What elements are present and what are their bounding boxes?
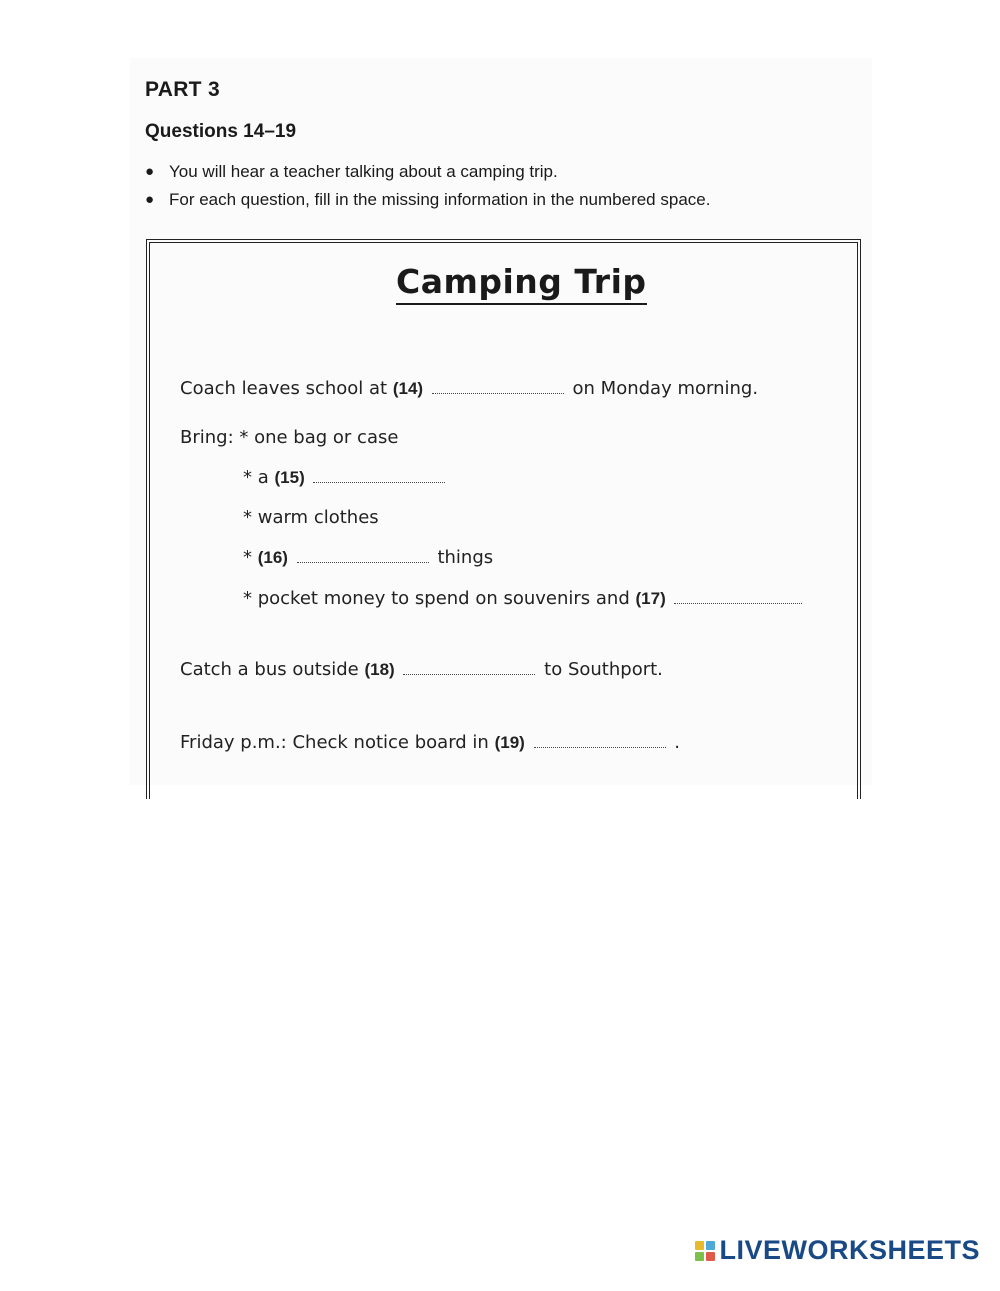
answer-blank-14[interactable]: [432, 392, 564, 394]
instructions-list: [145, 161, 710, 217]
bus-text: Catch a bus outside: [180, 659, 359, 680]
instruction-text: For each question, fill in the missing information in the numbered space.: [169, 190, 711, 209]
bullet-icon: ●: [145, 163, 155, 180]
logo-block: [695, 1241, 704, 1250]
form-line-friday: [180, 732, 680, 753]
logo-block: [695, 1252, 704, 1261]
question-number-19: (19): [494, 733, 525, 752]
bring-text: Bring: * one bag or case: [180, 427, 399, 448]
form-line-warm-clothes: [243, 507, 379, 528]
item-text-after: things: [437, 547, 494, 568]
answer-blank-18[interactable]: [403, 673, 535, 675]
form-line-item-16: [243, 547, 493, 568]
question-number-15: (15): [274, 468, 305, 487]
form-title: Camping Trip: [396, 262, 647, 305]
answer-blank-16[interactable]: [297, 561, 429, 563]
instruction-item: [145, 161, 710, 189]
friday-text: Friday p.m.: Check notice board in: [180, 732, 489, 753]
logo-text: LIVEWORKSHEETS: [719, 1235, 980, 1265]
instruction-item: [145, 189, 710, 217]
form-line-coach: [180, 378, 758, 399]
form-line-item-17: [243, 588, 805, 609]
question-number-14: (14): [392, 379, 424, 398]
item-text: * pocket money to spend on souvenirs and: [243, 588, 630, 609]
item-text: * warm clothes: [243, 507, 379, 528]
instruction-text: You will hear a teacher talking about a camping trip.: [169, 162, 558, 181]
item-text: *: [243, 547, 252, 568]
question-number-17: (17): [635, 589, 666, 608]
logo-block: [706, 1252, 715, 1261]
coach-text: Coach leaves school at: [180, 378, 388, 399]
liveworksheets-logo: [695, 1235, 980, 1266]
answer-blank-17[interactable]: [674, 602, 802, 604]
friday-text-after: .: [674, 732, 681, 753]
bullet-icon: ●: [145, 191, 155, 208]
coach-text-after: on Monday morning.: [572, 378, 759, 399]
logo-block: [706, 1241, 715, 1250]
form-line-bring: [180, 427, 398, 448]
logo-blocks-icon: [695, 1241, 715, 1261]
question-number-18: (18): [364, 660, 395, 679]
bus-text-after: to Southport.: [544, 659, 663, 680]
answer-blank-15[interactable]: [313, 481, 445, 483]
question-number-16: (16): [257, 548, 288, 567]
form-line-bus: [180, 659, 663, 680]
questions-title: Questions 14–19: [145, 121, 297, 142]
part-title: PART 3: [145, 78, 220, 101]
item-text: * a: [243, 467, 269, 488]
form-line-item-15: [243, 467, 448, 488]
answer-blank-19[interactable]: [534, 746, 666, 748]
